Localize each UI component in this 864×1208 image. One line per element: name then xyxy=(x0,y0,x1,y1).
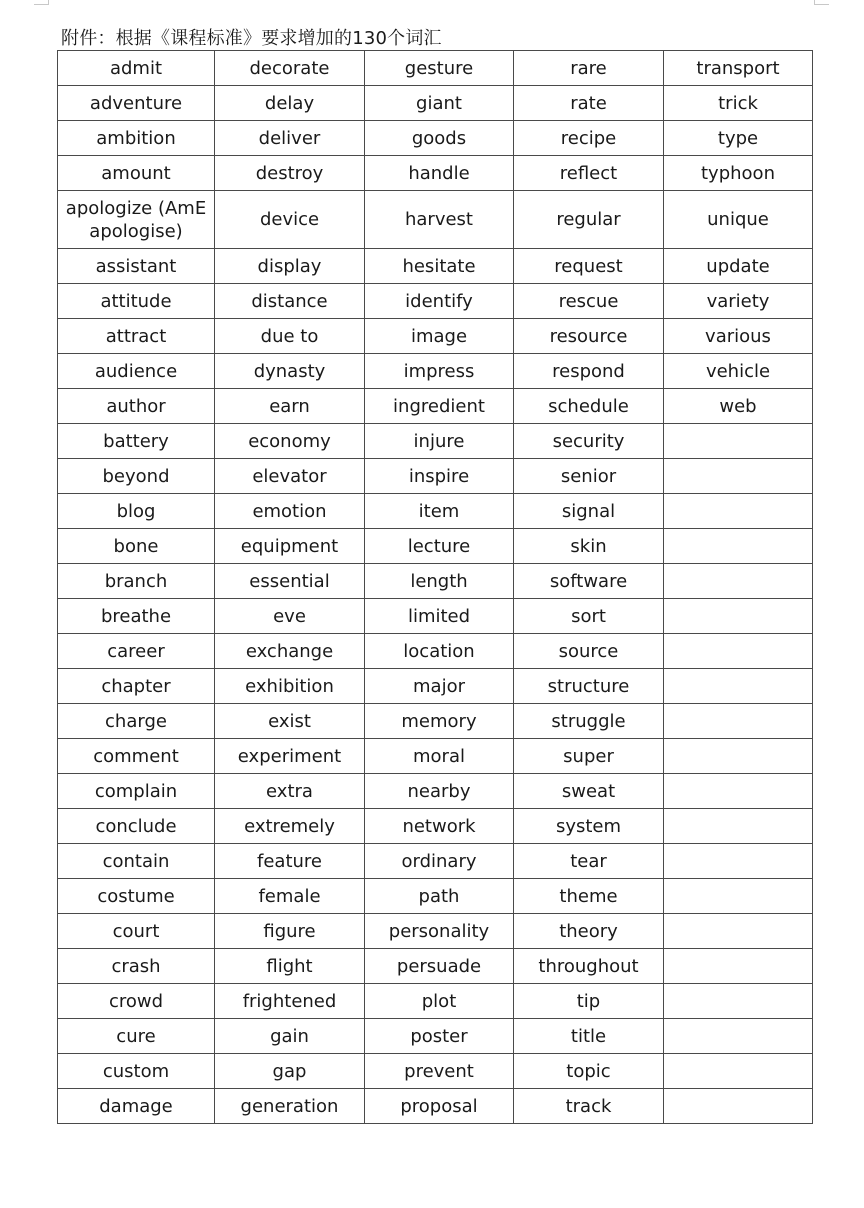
table-cell xyxy=(664,1019,813,1054)
table-cell: poster xyxy=(365,1019,514,1054)
table-cell: device xyxy=(215,191,365,249)
table-cell: eve xyxy=(215,599,365,634)
table-row xyxy=(58,424,813,459)
table-cell: gap xyxy=(215,1054,365,1089)
table-cell: audience xyxy=(58,354,215,389)
table-row xyxy=(58,529,813,564)
table-cell: throughout xyxy=(514,949,664,984)
table-cell: web xyxy=(664,389,813,424)
table-row xyxy=(58,634,813,669)
table-cell: gain xyxy=(215,1019,365,1054)
table-cell: injure xyxy=(365,424,514,459)
table-cell: elevator xyxy=(215,459,365,494)
table-cell: prevent xyxy=(365,1054,514,1089)
table-row xyxy=(58,51,813,86)
table-cell: image xyxy=(365,319,514,354)
table-cell: generation xyxy=(215,1089,365,1124)
table-cell: security xyxy=(514,424,664,459)
table-cell: attract xyxy=(58,319,215,354)
table-cell: earn xyxy=(215,389,365,424)
table-cell: exchange xyxy=(215,634,365,669)
table-cell: super xyxy=(514,739,664,774)
table-cell: memory xyxy=(365,704,514,739)
table-row xyxy=(58,156,813,191)
table-row xyxy=(58,984,813,1019)
table-row xyxy=(58,86,813,121)
table-cell: extremely xyxy=(215,809,365,844)
table-cell: feature xyxy=(215,844,365,879)
table-cell: distance xyxy=(215,284,365,319)
table-cell: respond xyxy=(514,354,664,389)
table-cell: type xyxy=(664,121,813,156)
table-cell: vehicle xyxy=(664,354,813,389)
table-cell: damage xyxy=(58,1089,215,1124)
table-cell: ambition xyxy=(58,121,215,156)
table-cell: harvest xyxy=(365,191,514,249)
table-cell: recipe xyxy=(514,121,664,156)
table-cell: title xyxy=(514,1019,664,1054)
table-row xyxy=(58,774,813,809)
table-cell xyxy=(664,809,813,844)
table-cell: typhoon xyxy=(664,156,813,191)
table-cell: adventure xyxy=(58,86,215,121)
table-cell: beyond xyxy=(58,459,215,494)
table-cell: comment xyxy=(58,739,215,774)
table-cell: charge xyxy=(58,704,215,739)
table-row xyxy=(58,191,813,249)
table-row xyxy=(58,389,813,424)
table-row xyxy=(58,564,813,599)
table-cell: rescue xyxy=(514,284,664,319)
table-cell: costume xyxy=(58,879,215,914)
table-cell: delay xyxy=(215,86,365,121)
table-cell: variety xyxy=(664,284,813,319)
table-cell xyxy=(664,634,813,669)
table-cell xyxy=(664,739,813,774)
table-cell xyxy=(664,949,813,984)
table-cell: female xyxy=(215,879,365,914)
table-cell xyxy=(664,1054,813,1089)
table-cell: tear xyxy=(514,844,664,879)
table-cell: cure xyxy=(58,1019,215,1054)
table-cell: court xyxy=(58,914,215,949)
table-cell: tip xyxy=(514,984,664,1019)
table-cell: economy xyxy=(215,424,365,459)
table-cell: structure xyxy=(514,669,664,704)
table-cell: lecture xyxy=(365,529,514,564)
table-cell: impress xyxy=(365,354,514,389)
table-cell xyxy=(664,984,813,1019)
table-cell: ordinary xyxy=(365,844,514,879)
table-cell xyxy=(664,914,813,949)
table-cell: giant xyxy=(365,86,514,121)
table-cell: complain xyxy=(58,774,215,809)
table-row xyxy=(58,249,813,284)
table-cell: blog xyxy=(58,494,215,529)
table-cell: system xyxy=(514,809,664,844)
table-cell: gesture xyxy=(365,51,514,86)
table-cell: crash xyxy=(58,949,215,984)
table-cell: equipment xyxy=(215,529,365,564)
table-cell xyxy=(664,599,813,634)
table-cell xyxy=(664,844,813,879)
table-cell: conclude xyxy=(58,809,215,844)
table-cell: signal xyxy=(514,494,664,529)
vocabulary-table-body xyxy=(58,51,813,1124)
table-cell: chapter xyxy=(58,669,215,704)
table-row xyxy=(58,284,813,319)
table-cell: breathe xyxy=(58,599,215,634)
table-cell: flight xyxy=(215,949,365,984)
table-cell xyxy=(664,1089,813,1124)
table-cell: personality xyxy=(365,914,514,949)
table-cell: attitude xyxy=(58,284,215,319)
table-row xyxy=(58,914,813,949)
table-cell: admit xyxy=(58,51,215,86)
table-cell: reflect xyxy=(514,156,664,191)
table-cell: topic xyxy=(514,1054,664,1089)
table-cell: goods xyxy=(365,121,514,156)
table-cell: length xyxy=(365,564,514,599)
table-cell: ingredient xyxy=(365,389,514,424)
table-cell: request xyxy=(514,249,664,284)
table-row xyxy=(58,1089,813,1124)
table-row xyxy=(58,354,813,389)
table-row xyxy=(58,1019,813,1054)
table-cell: career xyxy=(58,634,215,669)
table-cell: branch xyxy=(58,564,215,599)
table-cell: resource xyxy=(514,319,664,354)
table-cell: inspire xyxy=(365,459,514,494)
table-row xyxy=(58,704,813,739)
table-cell: theme xyxy=(514,879,664,914)
table-cell: source xyxy=(514,634,664,669)
table-cell: frightened xyxy=(215,984,365,1019)
table-cell: schedule xyxy=(514,389,664,424)
table-cell: unique xyxy=(664,191,813,249)
table-cell: major xyxy=(365,669,514,704)
table-cell: deliver xyxy=(215,121,365,156)
table-cell: display xyxy=(215,249,365,284)
table-row xyxy=(58,844,813,879)
table-cell: dynasty xyxy=(215,354,365,389)
table-cell: rate xyxy=(514,86,664,121)
table-cell: item xyxy=(365,494,514,529)
table-cell: amount xyxy=(58,156,215,191)
table-cell: identify xyxy=(365,284,514,319)
table-cell: network xyxy=(365,809,514,844)
table-cell: assistant xyxy=(58,249,215,284)
table-row xyxy=(58,879,813,914)
table-cell: location xyxy=(365,634,514,669)
table-cell: skin xyxy=(514,529,664,564)
table-row xyxy=(58,599,813,634)
table-cell: limited xyxy=(365,599,514,634)
table-cell: custom xyxy=(58,1054,215,1089)
table-cell: various xyxy=(664,319,813,354)
table-cell xyxy=(664,494,813,529)
table-row xyxy=(58,669,813,704)
table-cell: hesitate xyxy=(365,249,514,284)
table-cell: moral xyxy=(365,739,514,774)
table-cell: update xyxy=(664,249,813,284)
table-cell xyxy=(664,669,813,704)
table-row xyxy=(58,121,813,156)
table-cell: destroy xyxy=(215,156,365,191)
table-cell: senior xyxy=(514,459,664,494)
table-cell: contain xyxy=(58,844,215,879)
table-cell xyxy=(664,529,813,564)
table-cell: proposal xyxy=(365,1089,514,1124)
table-cell: exist xyxy=(215,704,365,739)
page-corner-mark-right xyxy=(814,0,829,5)
table-cell: extra xyxy=(215,774,365,809)
table-cell xyxy=(664,879,813,914)
table-cell: rare xyxy=(514,51,664,86)
table-cell: experiment xyxy=(215,739,365,774)
table-cell: handle xyxy=(365,156,514,191)
page-title: 附件：根据《课程标准》要求增加的130个词汇 xyxy=(61,28,442,49)
table-cell xyxy=(664,704,813,739)
table-cell: persuade xyxy=(365,949,514,984)
table-cell: path xyxy=(365,879,514,914)
table-cell: essential xyxy=(215,564,365,599)
table-cell: sort xyxy=(514,599,664,634)
table-cell: exhibition xyxy=(215,669,365,704)
table-cell: trick xyxy=(664,86,813,121)
table-cell xyxy=(664,424,813,459)
table-cell: apologize (AmE apologise) xyxy=(58,191,215,249)
table-row xyxy=(58,459,813,494)
table-cell: track xyxy=(514,1089,664,1124)
table-row xyxy=(58,319,813,354)
table-cell: author xyxy=(58,389,215,424)
page-corner-mark-left xyxy=(34,0,49,5)
table-cell xyxy=(664,564,813,599)
table-cell: software xyxy=(514,564,664,599)
table-cell xyxy=(664,459,813,494)
table-cell: emotion xyxy=(215,494,365,529)
table-cell: struggle xyxy=(514,704,664,739)
table-row xyxy=(58,809,813,844)
table-cell: battery xyxy=(58,424,215,459)
table-cell: plot xyxy=(365,984,514,1019)
table-row xyxy=(58,494,813,529)
table-cell: crowd xyxy=(58,984,215,1019)
table-cell: sweat xyxy=(514,774,664,809)
table-cell: transport xyxy=(664,51,813,86)
table-cell: due to xyxy=(215,319,365,354)
table-row xyxy=(58,1054,813,1089)
table-row xyxy=(58,949,813,984)
table-cell: nearby xyxy=(365,774,514,809)
table-cell: regular xyxy=(514,191,664,249)
table-cell: figure xyxy=(215,914,365,949)
table-cell: bone xyxy=(58,529,215,564)
table-row xyxy=(58,739,813,774)
vocabulary-table xyxy=(57,50,813,1124)
table-cell: theory xyxy=(514,914,664,949)
table-cell: decorate xyxy=(215,51,365,86)
table-cell xyxy=(664,774,813,809)
